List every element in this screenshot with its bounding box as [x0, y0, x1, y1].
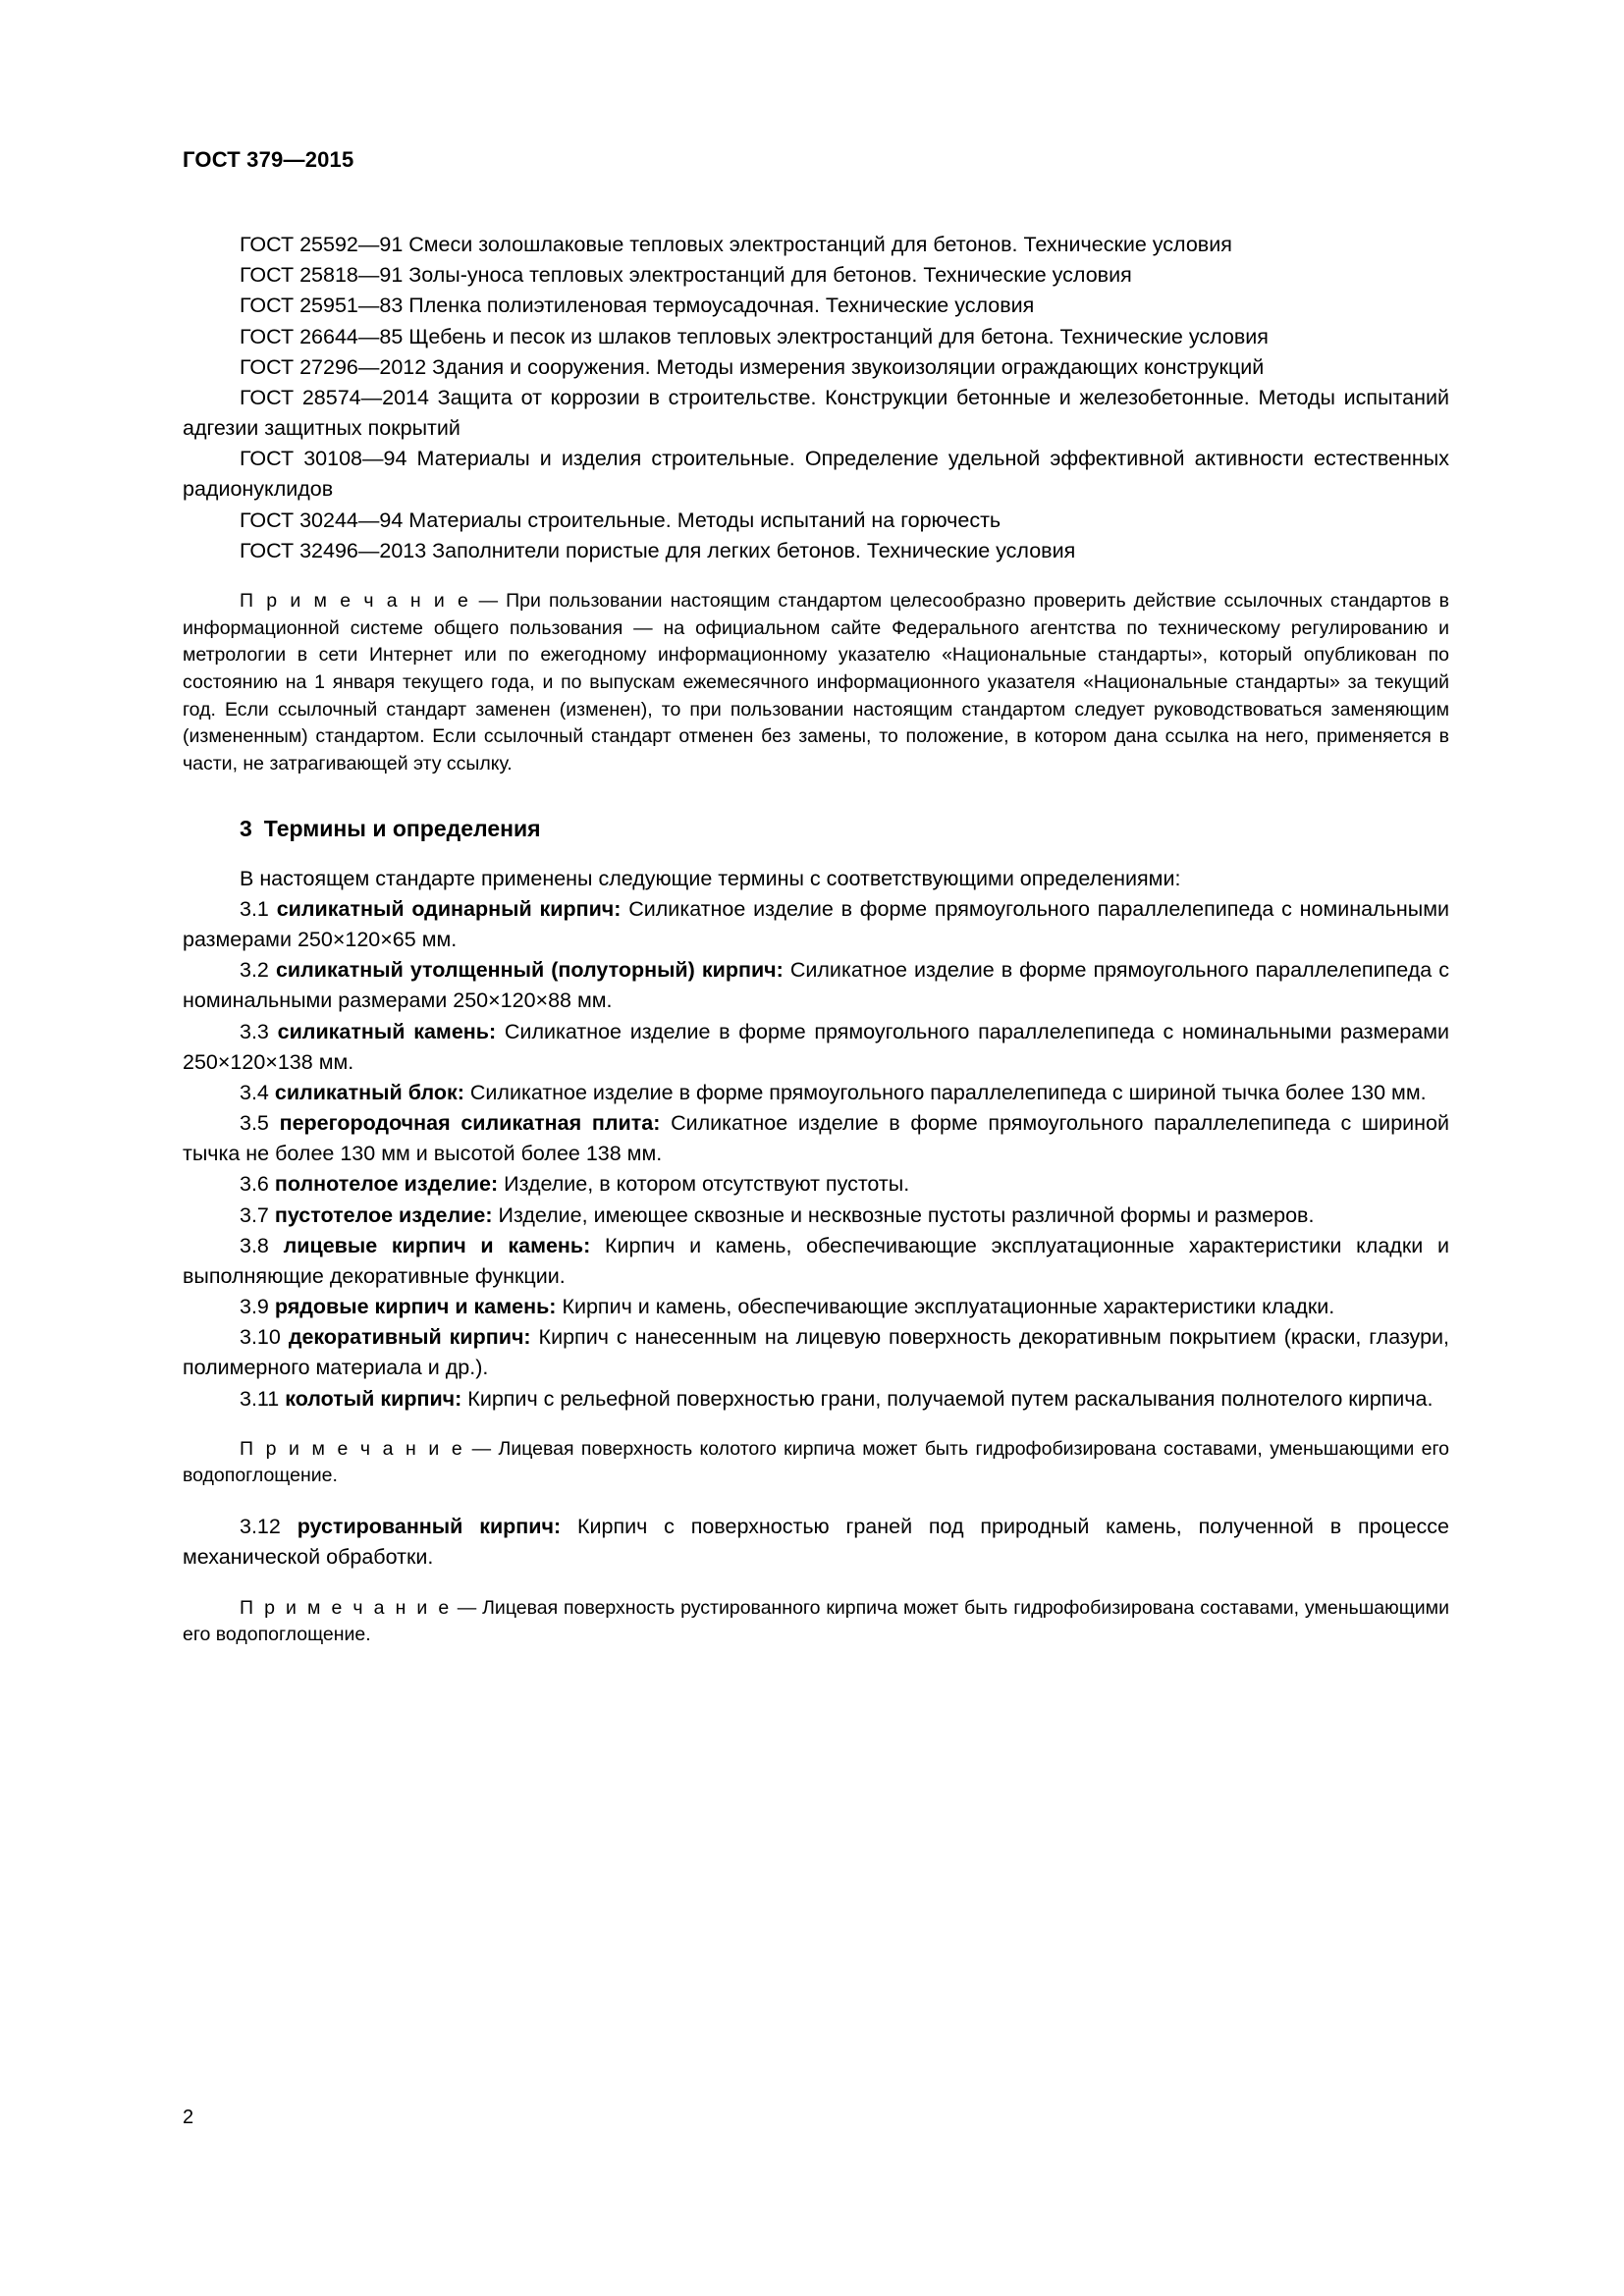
page-header-standard-number: ГОСТ 379—2015 — [183, 147, 354, 172]
term-name: силикатный утолщенный (полуторный) кирпич: — [275, 958, 784, 983]
term-number: 3.8 — [240, 1233, 269, 1257]
term-entry — [183, 1322, 1449, 1383]
term-name: силикатный камень: — [277, 1019, 497, 1043]
term-number: 3.5 — [240, 1111, 269, 1136]
term-number: 3.7 — [240, 1202, 269, 1227]
term-name: перегородочная силикатная плита: — [279, 1111, 661, 1136]
term-entry — [183, 1169, 1449, 1200]
normative-references-list — [183, 230, 1449, 566]
term-name: лицевые кирпич и камень: — [283, 1233, 591, 1257]
term-definition: Силикатное изделие в форме прямоугольного параллелепипеда с номинальными размерами 250×120×65 мм. — [183, 896, 1449, 952]
term-number: 3.9 — [240, 1295, 269, 1319]
note-text: — Лицевая поверхность колотого кирпича может быть гидрофобизирована составами, уменьшающими его водопоглощение. — [183, 1437, 1450, 1487]
term-definition: Кирпич с нанесенным на лицевую поверхность декоративным покрытием (краски, глазури, полимерного материала и др.). — [183, 1325, 1450, 1380]
term-note — [183, 1436, 1449, 1490]
reference-item: ГОСТ 27296—2012 Здания и сооружения. Методы измерения звукоизоляции ограждающих конструкций — [240, 354, 1265, 379]
term-definition: Силикатное изделие в форме прямоугольного параллелепипеда с шириной тычка не более 130 мм и высотой более 138 мм. — [183, 1111, 1450, 1166]
term-definition: Силикатное изделие в форме прямоугольного параллелепипеда с номинальными размерами 250×120×138 мм. — [183, 1019, 1449, 1074]
term-number: 3.10 — [240, 1325, 281, 1350]
term-definition: Кирпич и камень, обеспечивающие эксплуатационные характеристики кладки и выполняющие декоративные функции. — [183, 1233, 1449, 1288]
reference-item: ГОСТ 30244—94 Материалы строительные. Методы испытаний на горючесть — [240, 507, 1001, 532]
reference-item: ГОСТ 32496—2013 Заполнители пористые для легких бетонов. Технические условия — [240, 538, 1076, 562]
term-definition: Силикатное изделие в форме прямоугольного параллелепипеда с шириной тычка более 130 мм. — [463, 1080, 1427, 1104]
reference-item: ГОСТ 30108—94 Материалы и изделия строительные. Определение удельной эффективной активности естественных радионуклидов — [183, 447, 1449, 502]
section-number: 3 — [240, 815, 252, 841]
reference-item: ГОСТ 25818—91 Золы-уноса тепловых электростанций для бетонов. Технические условия — [240, 263, 1132, 288]
term-number: 3.11 — [240, 1386, 280, 1411]
section-title-text: Термины и определения — [263, 815, 541, 841]
reference-item: ГОСТ 25592—91 Смеси золошлаковые тепловых электростанций для бетонов. Технические условия — [240, 233, 1232, 256]
term-definition: Кирпич с поверхностью граней под природный камень, полученной в процессе механической обработки. — [183, 1515, 1449, 1570]
section-intro: В настоящем стандарте применены следующие термины с соответствующими определениями: — [240, 866, 1181, 890]
term-name: рустированный кирпич: — [297, 1515, 562, 1539]
term-entry — [183, 1292, 1449, 1322]
term-entry — [183, 955, 1449, 1016]
term-name: декоративный кирпич: — [288, 1325, 531, 1350]
term-definition: Кирпич с рельефной поверхностью грани, получаемой путем раскалывания полнотелого кирпича. — [461, 1386, 1434, 1411]
term-name: силикатный блок: — [274, 1080, 464, 1104]
term-entry — [183, 1201, 1449, 1231]
page-number: 2 — [183, 2107, 194, 2128]
note-label: П р и м е ч а н и е — [240, 1437, 465, 1460]
page-content — [183, 147, 1449, 1649]
term-number: 3.3 — [240, 1019, 269, 1043]
term-number: 3.6 — [240, 1172, 269, 1197]
term-number: 3.12 — [240, 1515, 281, 1539]
term-entry — [183, 1512, 1449, 1573]
note-label: П р и м е ч а н и е — [240, 1596, 452, 1619]
reference-item: ГОСТ 26644—85 Щебень и песок из шлаков тепловых электростанций для бетона. Технические условия — [240, 324, 1269, 348]
term-entry — [183, 1108, 1449, 1169]
term-entry — [183, 1078, 1449, 1108]
term-definition: Кирпич и камень, обеспечивающие эксплуатационные характеристики кладки. — [556, 1295, 1335, 1319]
note-text: — При пользовании настоящим стандартом целесообразно проверить действие ссылочных стандартов в информационной системе общего пользования — на официальном сайте Федерального агентства по техническому регулированию и метрологии в сети Интернет или по ежегодному информационному указателю «Национальные стандарты», который опубликован по состоянию на 1 января текущего года, и по выпускам ежемесячного информационного указателя «Национальные стандарты» за текущий год. Если ссылочный стандарт заменен (изменен), то при пользовании настоящим стандартом следует руководствоваться заменяющим (измененным) стандартом. Если ссылочный стандарт отменен без замены, то положение, в котором дана ссылка на него, применяется в части, не затрагивающей эту ссылку. — [183, 589, 1449, 775]
term-entry — [183, 1384, 1449, 1415]
note-text: — Лицевая поверхность рустированного кирпича может быть гидрофобизирована составами, уменьшающими его водопоглощение. — [183, 1596, 1449, 1646]
term-number: 3.1 — [240, 896, 269, 921]
reference-item: ГОСТ 25951—83 Пленка полиэтиленовая термоусадочная. Технические условия — [240, 294, 1035, 318]
reference-item: ГОСТ 28574—2014 Защита от коррозии в строительстве. Конструкции бетонные и железобетонные. Методы испытаний адгезии защитных покрытий — [183, 385, 1449, 441]
term-number: 3.2 — [240, 958, 269, 983]
term-name: пустотелое изделие: — [274, 1202, 493, 1227]
term-definition: Силикатное изделие в форме прямоугольного параллелепипеда с номинальными размерами 250×120×88 мм. — [183, 958, 1449, 1013]
term-name: силикатный одинарный кирпич: — [276, 896, 622, 921]
term-definition: Изделие, в котором отсутствуют пустоты. — [498, 1172, 910, 1197]
term-name: колотый кирпич: — [285, 1386, 462, 1411]
term-note — [183, 1595, 1449, 1649]
term-entry — [183, 1017, 1449, 1078]
term-name: рядовые кирпич и камень: — [274, 1295, 557, 1319]
term-entry — [183, 1231, 1449, 1292]
term-entry — [183, 894, 1449, 955]
references-note — [183, 588, 1449, 778]
term-definition: Изделие, имеющее сквозные и несквозные пустоты различной формы и размеров. — [492, 1202, 1315, 1227]
note-label: П р и м е ч а н и е — [240, 589, 471, 612]
term-name: полнотелое изделие: — [274, 1172, 499, 1197]
term-number: 3.4 — [240, 1080, 269, 1104]
section-heading-terms — [183, 816, 1449, 842]
